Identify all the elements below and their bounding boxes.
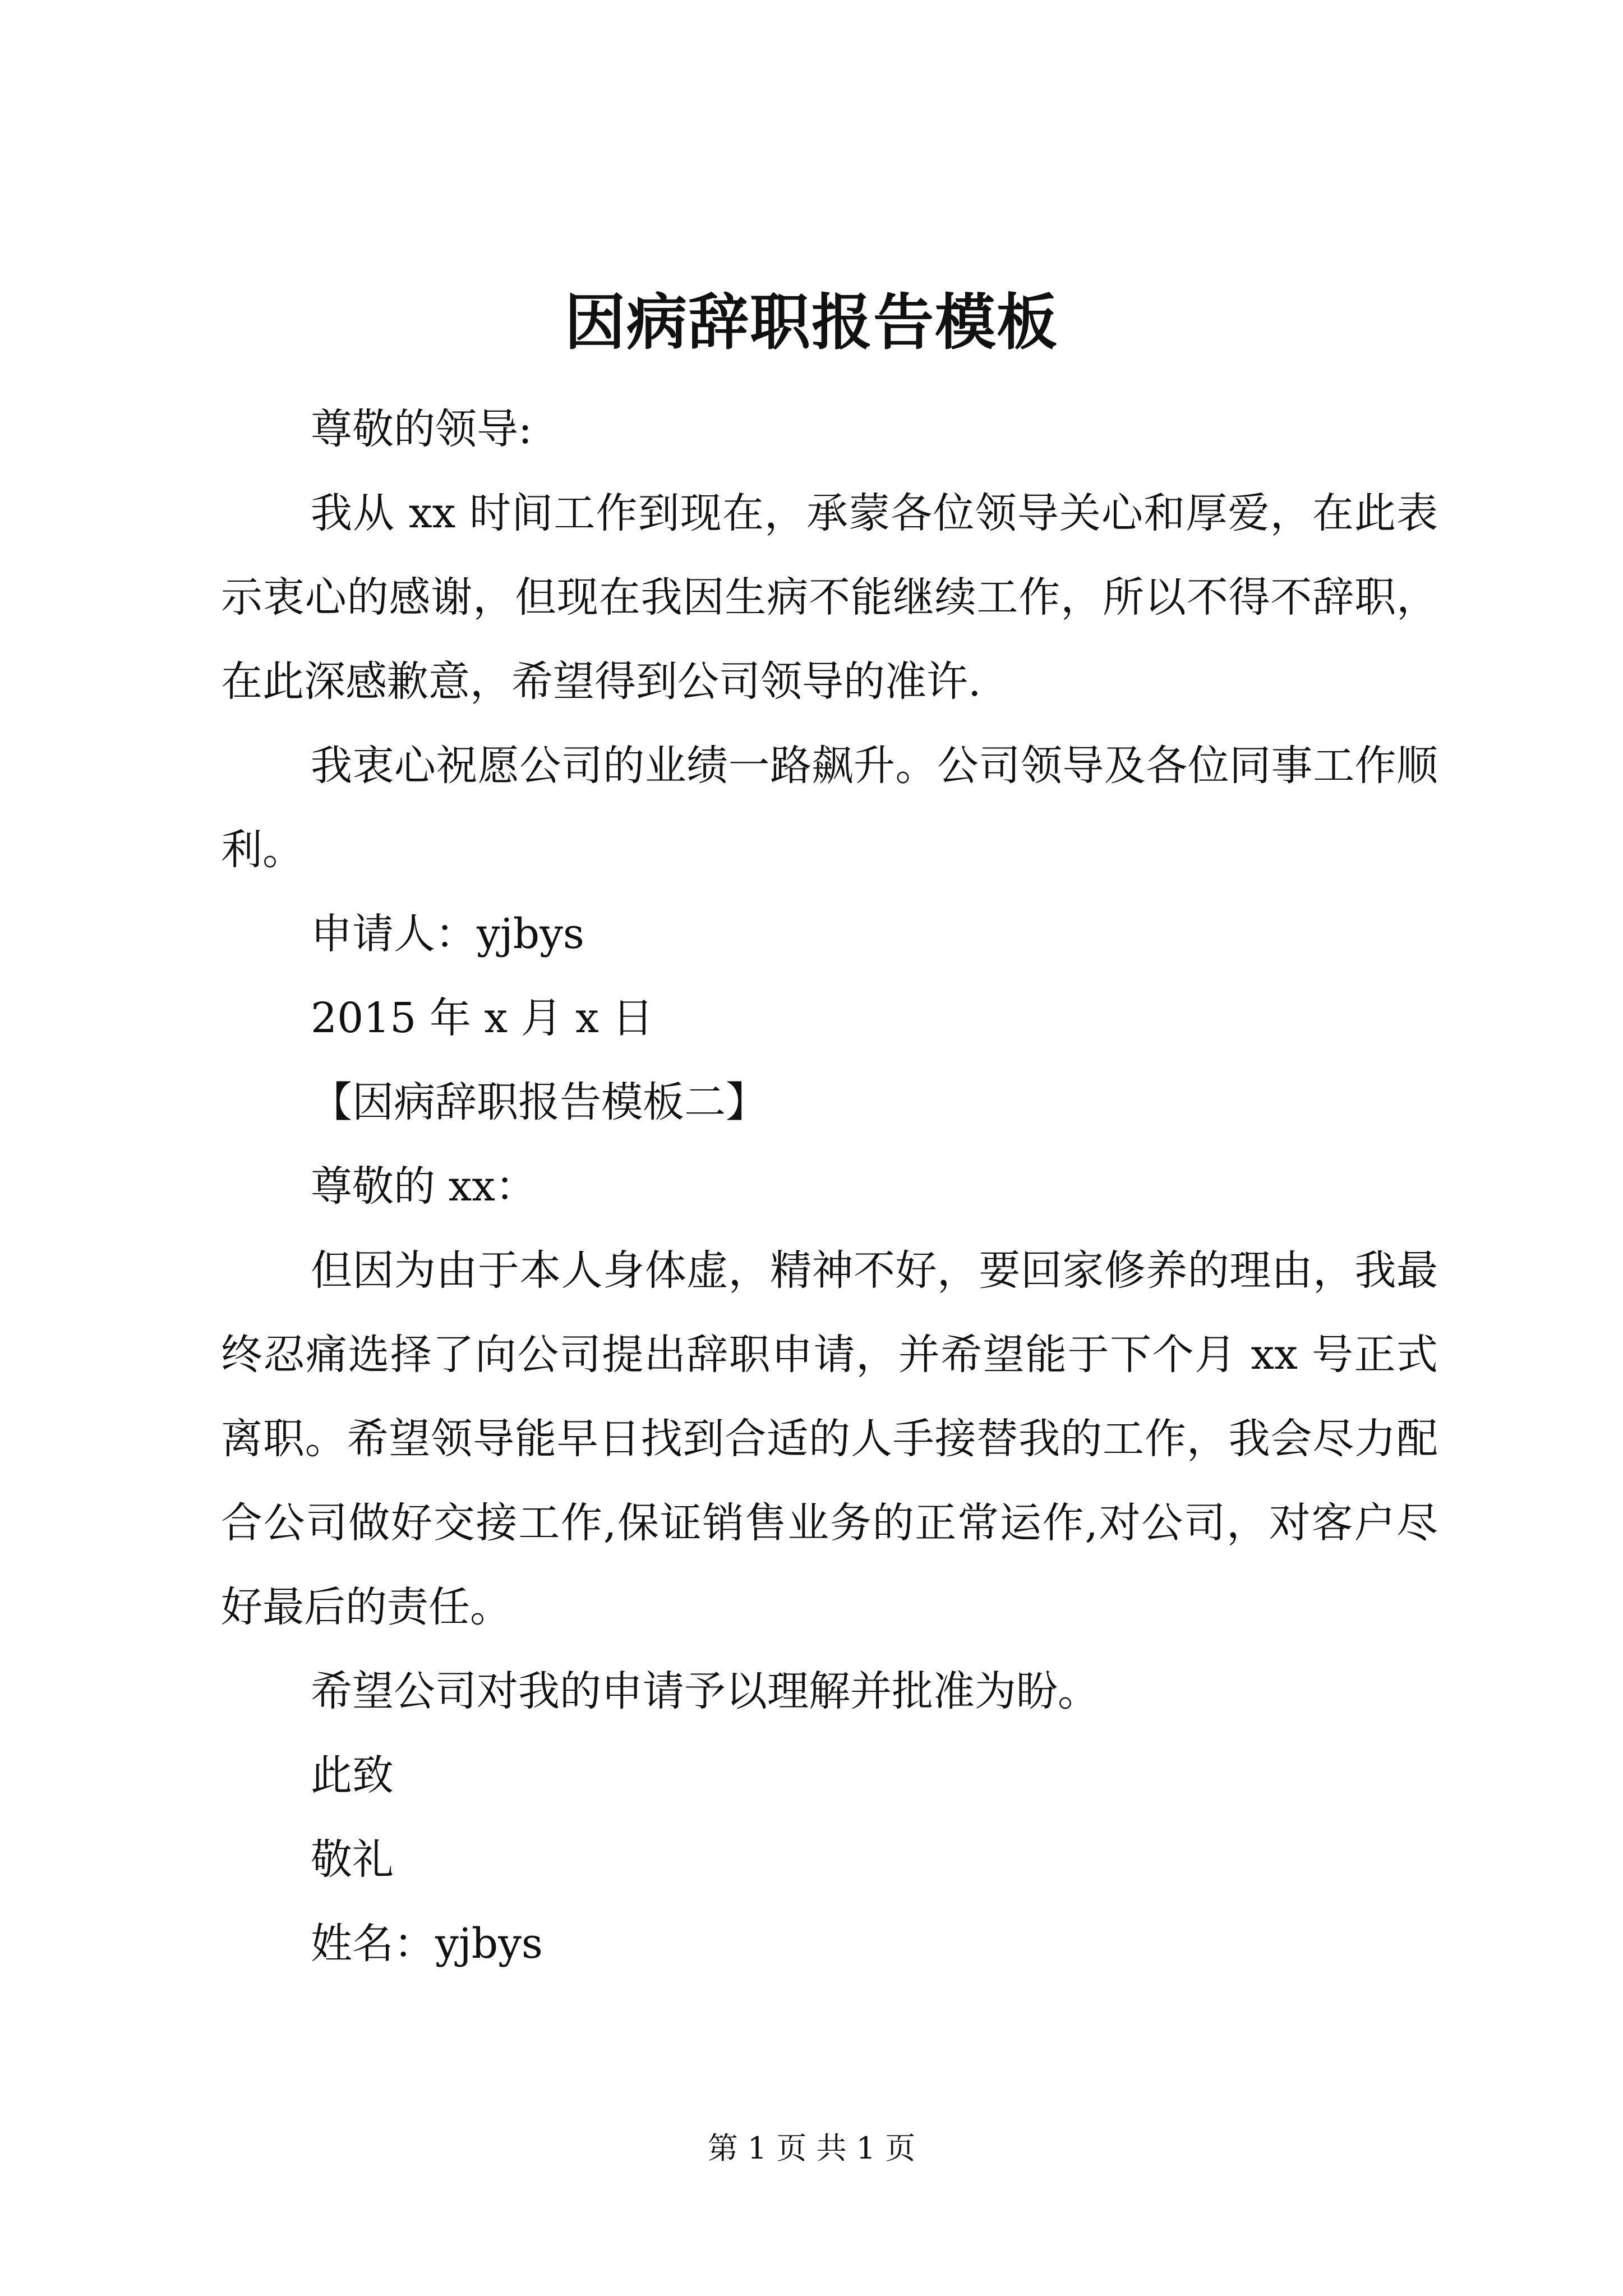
- body-paragraph: 希望公司对我的申请予以理解并批准为盼。: [311, 1667, 1099, 1715]
- closing-line: 此致: [311, 1751, 394, 1800]
- signature-line: 姓名：yjbys: [311, 1920, 543, 1968]
- applicant-line: 申请人：yjbys: [311, 910, 584, 958]
- body-paragraph: 我衷心祝愿公司的业绩一路飙升。公司领导及各位同事工作顺利。: [221, 742, 1438, 874]
- salutation: 尊敬的 xx：: [311, 1162, 537, 1211]
- date-line: 2015 年 x 月 x 日: [311, 994, 654, 1042]
- section-heading: 【因病辞职报告模板二】: [311, 1078, 767, 1126]
- page-footer: 第 1 页 共 1 页: [707, 2131, 916, 2166]
- body-paragraph: 但因为由于本人身体虚，精神不好，要回家修养的理由，我最终忍痛选择了向公司提出辞职申请，并希望能于下个月 xx 号正式离职。希望领导能早日找到合适的人手接替我的工作，我会尽力配合公司做好交接工作,保证销售业务的正常运作,对公司，对客户尽好最后的责任。: [221, 1246, 1438, 1631]
- body-paragraph: 我从 xx 时间工作到现在，承蒙各位领导关心和厚爱，在此表示衷心的感谢，但现在我因生病不能继续工作，所以不得不辞职，在此深感歉意，希望得到公司领导的准许.: [221, 489, 1438, 706]
- document-title: 因病辞职报告模板: [564, 287, 1058, 358]
- salutation: 尊敬的领导:: [311, 405, 532, 453]
- document-body: [221, 387, 1438, 1986]
- closing-line: 敬礼: [311, 1835, 394, 1884]
